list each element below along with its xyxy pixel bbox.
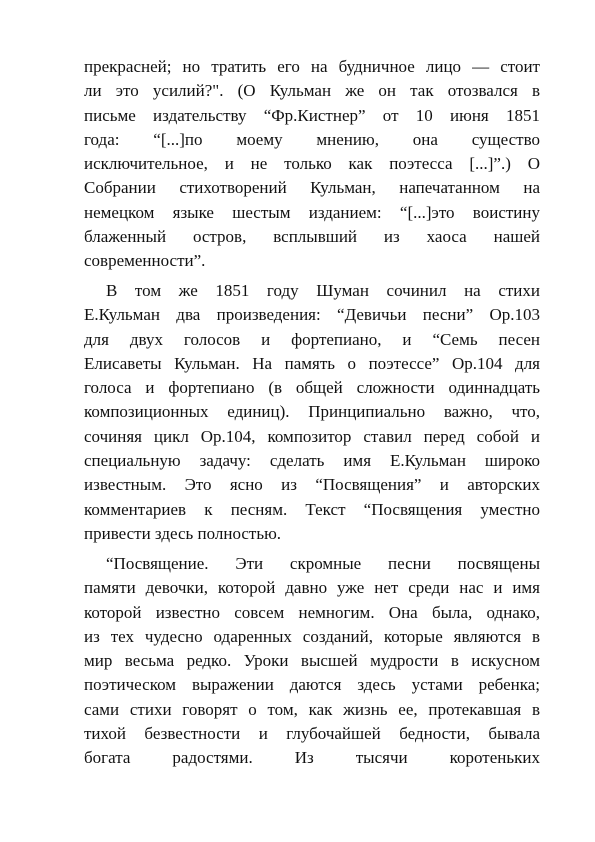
text-line: богата радостями. Из тысячи коротеньких xyxy=(84,748,540,768)
text-line: памяти девочки, которой давно уже нет среди нас и имя xyxy=(84,578,540,598)
text-line: поэтическом выражении даются здесь устами ребенка; xyxy=(84,675,540,695)
text-line: прекрасней; но тратить его на будничное лицо — стоит xyxy=(84,57,540,76)
text-line: известным. Это ясно из “Посвящения” и авторских xyxy=(84,475,540,495)
text-line: голоса и фортепиано (в общей сложности одиннадцать xyxy=(84,378,540,398)
paragraph-1 xyxy=(84,55,540,274)
text-line: современности”. xyxy=(84,251,206,271)
text-line: мир весьма редко. Уроки высшей мудрости в искусном xyxy=(84,651,540,671)
text-line: “Посвящение. Эти скромные песни посвящены xyxy=(106,554,540,573)
text-line: Собрании стихотворений Кульман, напечатанном на xyxy=(84,178,540,198)
text-line: комментариев к песням. Текст “Посвящения уместно xyxy=(84,499,540,519)
text-line: сами стихи говорят о том, как жизнь ее, протекавшая в xyxy=(84,699,540,719)
text-line: Е.Кульман два произведения: “Девичьи песни” Op.103 xyxy=(84,305,540,325)
text-line: исключительное, и не только как поэтесса [...]”.) О xyxy=(84,154,540,174)
text-line: года: “[...]по моему мнению, она существо xyxy=(84,129,540,149)
text-line: для двух голосов и фортепиано, и “Семь песен xyxy=(84,329,540,349)
text-line: Елисаветы Кульман. На память о поэтессе” Op.104 для xyxy=(84,353,540,373)
text-line: тихой безвестности и глубочайшей бедности, бывала xyxy=(84,724,540,744)
paragraph-2 xyxy=(84,279,540,546)
text-line: письме издательству “Фр.Кистнер” от 10 июня 1851 xyxy=(84,105,540,125)
text-line: из тех чудесно одаренных созданий, которые являются в xyxy=(84,626,540,646)
text-line: ли это усилий?". (О Кульман же он так отозвался в xyxy=(84,81,540,101)
paragraph-3 xyxy=(84,552,540,771)
text-line: немецком языке шестым изданием: “[...]это воистину xyxy=(84,202,540,222)
text-line: специальную задачу: сделать имя Е.Кульман широко xyxy=(84,451,540,471)
text-line: композиционных единиц). Принципиально важно, что, xyxy=(84,402,540,422)
text-line: В том же 1851 году Шуман сочинил на стихи xyxy=(106,281,540,300)
text-line: привести здесь полностью. xyxy=(84,523,282,543)
text-line: сочиняя цикл Op.104, композитор ставил перед собой и xyxy=(84,426,540,446)
text-line: которой известно совсем немногим. Она была, однако, xyxy=(84,602,540,622)
text-line: блаженный остров, всплывший из хаоса нашей xyxy=(84,227,540,247)
